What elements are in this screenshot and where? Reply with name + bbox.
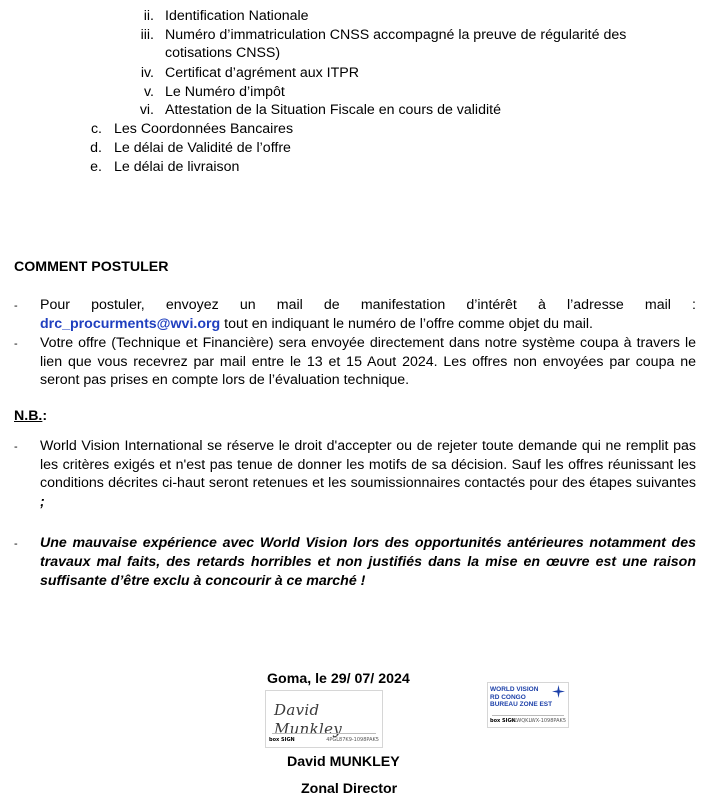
signature-line [272, 733, 376, 734]
list-item-text: Le délai de Validité de l’offre [114, 140, 291, 156]
box-sign-logo: box SIGN [490, 718, 516, 724]
list-item-text: cotisations CNSS) [165, 45, 281, 61]
nb-colon: : [42, 408, 48, 424]
list-number: d. [90, 140, 102, 156]
stamp-text [490, 686, 552, 709]
bullet-marker: - [14, 338, 18, 350]
list-number: c. [90, 121, 102, 137]
stamp-line [492, 715, 564, 716]
list-item-text: Certificat d’agrément aux ITPR [165, 65, 359, 81]
nb-label: N.B. [14, 408, 43, 424]
nb-bullet-1-end: ; [40, 493, 45, 510]
bullet-marker: - [14, 538, 18, 550]
section-heading-apply: COMMENT POSTULER [14, 259, 169, 275]
nb-heading [14, 407, 47, 426]
stamp-id: 4LWQKLWX-1098PAK5 [510, 718, 566, 724]
apply-bullet-1-rest: tout en indiquant le numéro de l’offre comme objet du mail. [220, 316, 593, 332]
apply-bullet-1-line-1: Pour postuler, envoyez un mail de manifestation d’intérêt à l’adresse mail : [40, 297, 696, 313]
bullet-marker: - [14, 300, 18, 312]
list-number: e. [90, 159, 102, 175]
list-item-text: Les Coordonnées Bancaires [114, 121, 294, 137]
list-item-text: Identification Nationale [165, 8, 309, 24]
company-stamp [487, 682, 569, 728]
star-icon [552, 685, 565, 698]
list-number: iii. [140, 27, 154, 43]
box-sign-logo: box SIGN [269, 737, 295, 743]
handwritten-signature: David Munkley [274, 701, 343, 738]
place-date: Goma, le 29/ 07/ 2024 [267, 671, 410, 687]
nb-bullet-2: Une mauvaise expérience avec World Vision lors des opportunités antérieures notamment des travaux mal faits, des retards horribles et non justifiés dans la mise en œuvre est une raison suffisante d’être exclu à concourir à ce marché ! [40, 535, 696, 589]
signatory-name: David MUNKLEY [287, 754, 400, 770]
box-sign-id: 4PGL87K9-1098PAK5 [326, 737, 379, 743]
nb-bullet-1-text: World Vision International se réserve le droit d'accepter ou de rejeter toute demande qui ne remplit pas les critères exigés et n'est pas tenue de donner les motifs de sa décision. Sauf les offres réunissant les conditions décrites ci-haut seront retenues et les soumissionnaires contactés pour des étapes suivantes [40, 438, 696, 491]
box-sign-signature [265, 690, 383, 748]
list-item-text: Numéro d’immatriculation CNSS accompagné la preuve de régularité des [165, 27, 627, 43]
list-number: vi. [139, 102, 154, 118]
nb-bullet-1 [40, 437, 696, 511]
list-item-text: Le délai de livraison [114, 159, 240, 175]
list-number: ii. [143, 8, 154, 24]
list-number: iv. [140, 65, 154, 81]
list-item-text: Le Numéro d’impôt [165, 84, 285, 100]
stamp-line-1: WORLD VISION [490, 686, 539, 693]
bullet-marker: - [14, 441, 18, 453]
signatory-title: Zonal Director [301, 781, 398, 797]
contact-email-link[interactable]: drc_procurments@wvi.org [40, 316, 221, 332]
stamp-line-3: BUREAU ZONE EST [490, 701, 553, 708]
apply-bullet-2: Votre offre (Technique et Financière) sera envoyée directement dans notre système coupa à travers le lien que vous recevrez par mail entre le 13 et 15 Aout 2024. Les offres non envoyées par coupa ne seront pas prises en compte lors de l’évaluation technique. [40, 335, 696, 388]
list-item-text: Attestation de la Situation Fiscale en cours de validité [165, 102, 501, 118]
list-number: v. [144, 84, 154, 100]
stamp-line-2: RD CONGO [490, 693, 526, 701]
apply-bullet-1-line-2 [40, 315, 696, 334]
